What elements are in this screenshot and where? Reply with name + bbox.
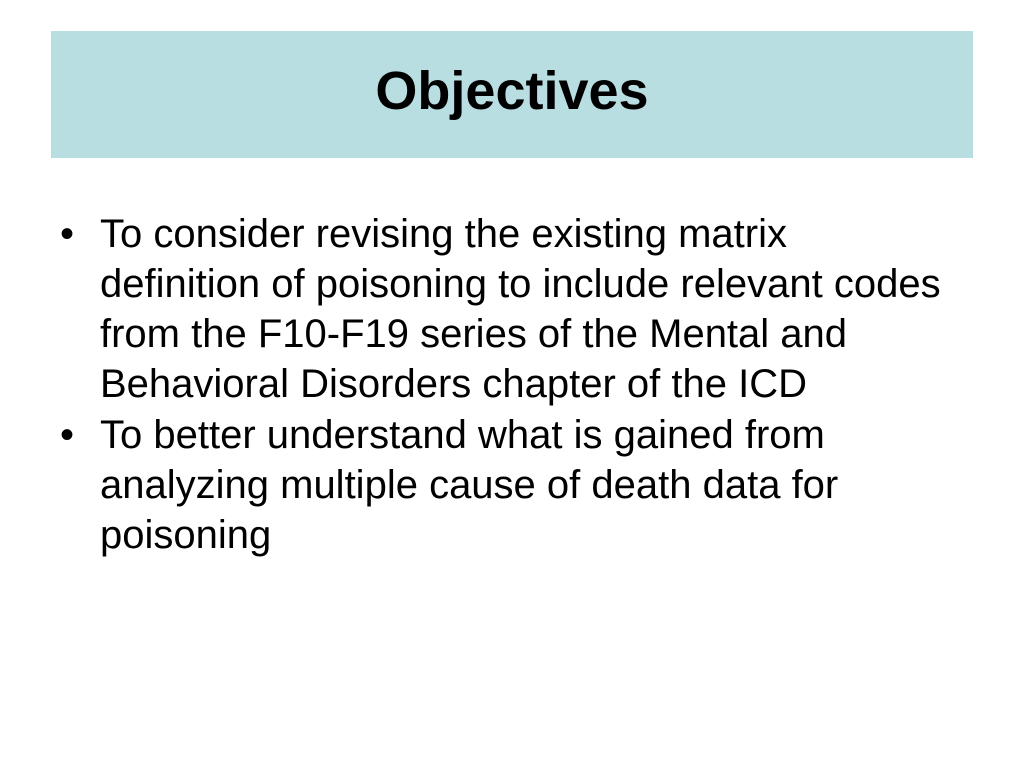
list-item bbox=[60, 209, 960, 409]
bullet-text: To better understand what is gained from analyzing multiple cause of death data for poisoning bbox=[100, 413, 839, 557]
bullet-icon: • bbox=[60, 413, 75, 457]
list-item bbox=[60, 410, 960, 560]
bullet-text: To consider revising the existing matrix definition of poisoning to include relevant codes from the F10-F19 series of the Mental and Behavioral Disorders chapter of the ICD bbox=[100, 212, 941, 406]
slide-title: Objectives bbox=[375, 60, 649, 121]
bullet-icon: • bbox=[60, 212, 75, 256]
title-banner bbox=[51, 31, 973, 158]
objectives-list bbox=[60, 209, 960, 561]
